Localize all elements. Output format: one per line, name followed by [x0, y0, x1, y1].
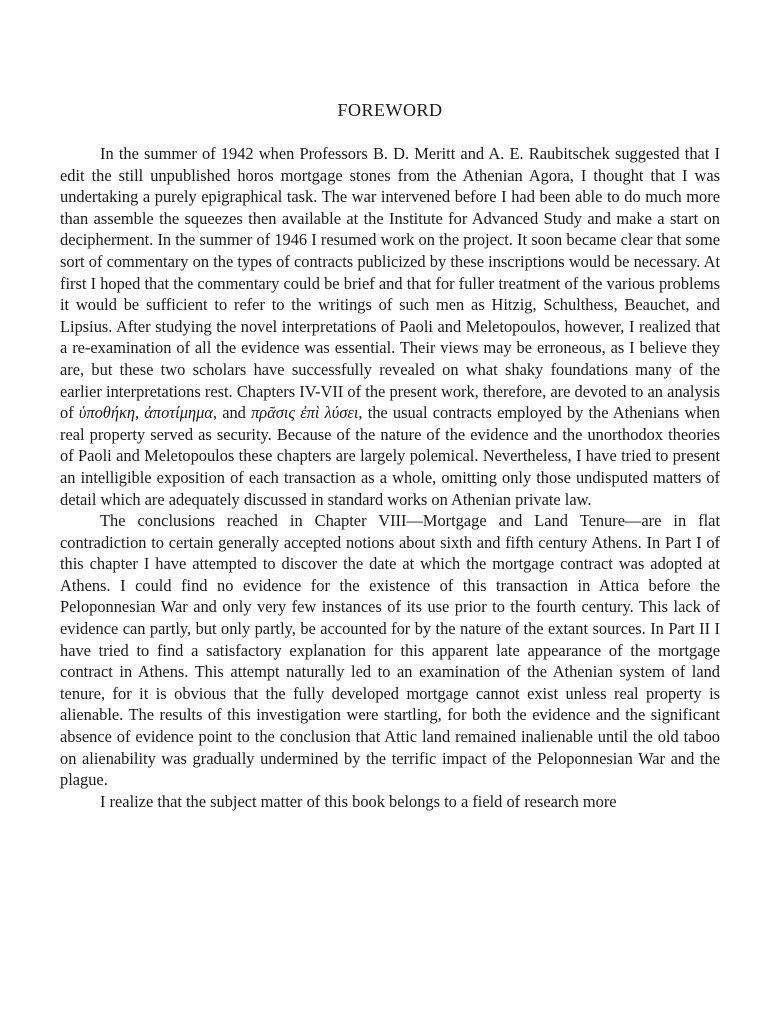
greek-term-apotimema: ἀποτίμημα: [144, 403, 213, 423]
paragraph-1-text-b: , the usual contracts employed by the Athenians when real property served as security. Because of the nature of the evidence and the unorthodox theories of Paoli and Meletopoulos these chapters are largely polemical. Nevertheless, I have tried to present an intelligible exposition of each transaction as a whole, omitting only those undisputed matters of detail which are adequately discussed in standard works on Athenian private law.: [60, 403, 720, 509]
paragraph-2: The conclusions reached in Chapter VIII—Mortgage and Land Tenure—are in flat contradiction to certain generally accepted notions about sixth and fifth century Athens. In Part I of this chapter I have attempted to discover the date at which the mortgage contract was adopted at Athens. I could find no evidence for the existence of this transaction in Attica before the Peloponnesian War and only very few instances of its use prior to the fourth century. This lack of evidence can partly, but only partly, be accounted for by the nature of the extant sources. In Part II I have tried to find a satisfactory explanation for this apparent late appearance of the mortgage contract in Athens. This attempt naturally led to an examination of the Athenian system of land tenure, for it is obvious that the fully developed mortgage cannot exist unless real property is alienable. The results of this investigation were startling, for both the evidence and the significant absence of evidence point to the conclusion that Attic land remained inalienable until the old taboo on alienability was gradually undermined by the terrific impact of the Peloponnesian War and the plague.: [60, 511, 720, 790]
separator-2: , and: [212, 403, 252, 423]
document-page: [60, 100, 720, 812]
paragraph-1: [60, 143, 720, 510]
greek-term-hypotheke: ὑποθήκη: [78, 403, 135, 423]
separator-1: ,: [134, 403, 145, 423]
greek-term-prasis-epi-lysei: πρᾶσις ἐπὶ λύσει: [251, 403, 359, 423]
page-title: FOREWORD: [337, 100, 443, 120]
paragraph-1-text-a: In the summer of 1942 when Professors B. D. Meritt and A. E. Raubitschek suggested that I edit the still unpublished horos mortgage stones from the Athenian Agora, I thought that I was undertaking a purely epigraphical task. The war intervened before I had been able to do much more than assemble the squeezes then available at the Institute for Advanced Study and make a start on decipherment. In the summer of 1946 I resumed work on the project. It soon became clear that some sort of commentary on the types of contracts publicized by these inscriptions would be necessary. At first I hoped that the commentary could be brief and that for fuller treatment of the various problems it would be sufficient to refer to the writings of such men as Hitzig, Schulthess, Beauchet, and Lipsius. After studying the novel interpretations of Paoli and Meletopoulos, however, I realized that a re-examination of all the evidence was essential. Their views may be erroneous, as I believe they are, but these two scholars have successfully revealed on what shaky foundations many of the earlier interpretations rest. Chapters IV-VII of the present work, therefore, are devoted to an analysis of: [60, 144, 720, 423]
paragraph-3: I realize that the subject matter of this book belongs to a field of research more: [100, 791, 617, 811]
